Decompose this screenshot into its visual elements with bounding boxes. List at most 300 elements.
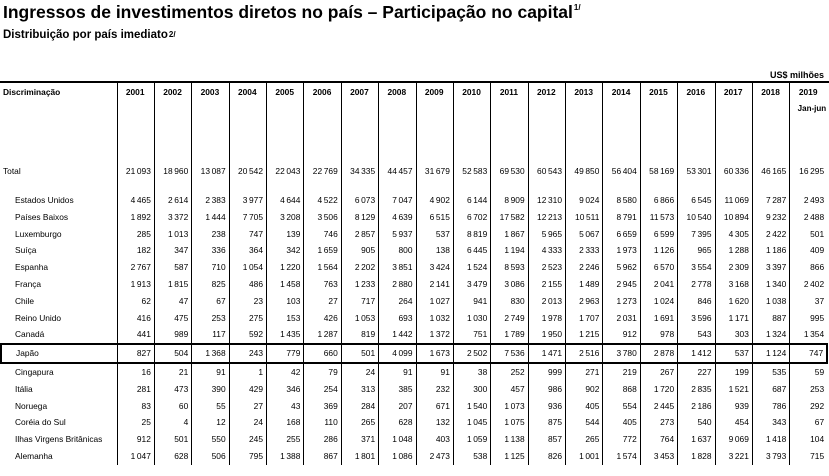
value-cell: 10 894	[715, 209, 752, 226]
value-cell: 2 041	[640, 276, 677, 293]
country-row	[1, 431, 827, 448]
header-year	[267, 83, 304, 159]
value-cell: 265	[341, 414, 378, 431]
value-cell: 1 524	[453, 259, 490, 276]
value-cell: 11 573	[640, 209, 677, 226]
value-cell: 12	[192, 414, 229, 431]
page-title	[3, 2, 581, 23]
year-label: 2009	[424, 87, 444, 97]
value-cell: 264	[379, 293, 416, 310]
value-cell: 1 564	[304, 259, 341, 276]
value-cell: 506	[192, 448, 229, 465]
value-cell: 9 024	[566, 192, 603, 209]
unit-label: US$ milhões	[769, 70, 824, 80]
header-year	[117, 83, 154, 159]
value-cell: 1 053	[341, 310, 378, 327]
value-cell: 2 878	[640, 344, 677, 363]
row-label: Suíça	[15, 245, 37, 256]
value-cell: 544	[566, 414, 603, 431]
value-cell: 6 515	[416, 209, 453, 226]
row-label: França	[15, 278, 42, 289]
value-cell: 772	[603, 431, 640, 448]
country-row	[1, 344, 827, 363]
row-label: Alemanha	[15, 450, 53, 461]
value-cell: 747	[229, 226, 266, 243]
header-year	[566, 83, 603, 159]
value-cell: 1 171	[715, 310, 752, 327]
country-row	[1, 448, 827, 465]
value-cell: 153	[267, 310, 304, 327]
value-cell: 1 059	[453, 431, 490, 448]
value-cell: 830	[491, 293, 528, 310]
year-label: 2016	[686, 87, 706, 97]
value-cell: 7 705	[229, 209, 266, 226]
value-cell: 273	[640, 414, 677, 431]
value-cell: 2 835	[678, 381, 715, 398]
value-cell: 2 778	[678, 276, 715, 293]
row-label: Luxemburgo	[15, 228, 62, 239]
value-cell: 1 892	[117, 209, 154, 226]
value-cell: 16 295	[790, 159, 827, 183]
value-cell: 2 186	[678, 398, 715, 415]
value-cell: 912	[603, 326, 640, 344]
value-cell: 441	[117, 326, 154, 344]
value-cell: 1 913	[117, 276, 154, 293]
value-cell: 501	[790, 226, 827, 243]
value-cell: 110	[304, 414, 341, 431]
spacer-cell	[752, 183, 789, 192]
value-cell: 13 087	[192, 159, 229, 183]
spacer-cell	[715, 183, 752, 192]
value-cell: 587	[154, 259, 191, 276]
value-cell: 2 880	[379, 276, 416, 293]
spacer-cell	[603, 183, 640, 192]
year-label: 2011	[499, 87, 519, 97]
value-cell: 59	[790, 363, 827, 381]
value-cell: 1 125	[491, 448, 528, 465]
value-cell: 369	[304, 398, 341, 415]
value-cell: 21 093	[117, 159, 154, 183]
country-row	[1, 363, 827, 381]
value-cell: 902	[566, 381, 603, 398]
value-cell: 1 354	[790, 326, 827, 344]
header-year	[640, 83, 677, 159]
year-label: 2007	[350, 87, 369, 97]
value-cell: 8 819	[453, 226, 490, 243]
header-discriminacao: Discriminação	[3, 87, 61, 97]
value-cell: 138	[416, 242, 453, 259]
country-row	[1, 192, 827, 209]
value-cell: 275	[229, 310, 266, 327]
value-cell: 12 213	[528, 209, 565, 226]
value-cell: 1 045	[453, 414, 490, 431]
header-year	[379, 83, 416, 159]
value-cell: 747	[790, 344, 827, 363]
year-label: 2014	[611, 87, 631, 97]
value-cell: 779	[267, 344, 304, 363]
value-cell: 56 404	[603, 159, 640, 183]
header-year	[229, 83, 266, 159]
value-cell: 4 902	[416, 192, 453, 209]
value-cell: 6 144	[453, 192, 490, 209]
value-cell: 2 614	[154, 192, 191, 209]
spacer-cell	[341, 183, 378, 192]
value-cell: 3 168	[715, 276, 752, 293]
spacer-cell	[1, 183, 117, 192]
value-cell: 104	[790, 431, 827, 448]
value-cell: 1 086	[379, 448, 416, 465]
value-cell: 710	[192, 259, 229, 276]
spacer-cell	[379, 183, 416, 192]
value-cell: 504	[154, 344, 191, 363]
value-cell: 763	[304, 276, 341, 293]
value-cell: 543	[678, 326, 715, 344]
value-cell: 554	[603, 398, 640, 415]
value-cell: 3 780	[603, 344, 640, 363]
value-cell: 1 233	[341, 276, 378, 293]
value-cell: 1 013	[154, 226, 191, 243]
value-cell: 252	[491, 363, 528, 381]
row-label: Noruega	[15, 400, 48, 411]
value-cell: 540	[678, 414, 715, 431]
value-cell: 1 620	[715, 293, 752, 310]
value-cell: 2 493	[790, 192, 827, 209]
spacer-cell	[192, 183, 229, 192]
investment-table	[0, 83, 828, 465]
value-cell: 1 038	[752, 293, 789, 310]
value-cell: 403	[416, 431, 453, 448]
value-cell: 4 305	[715, 226, 752, 243]
value-cell: 1 220	[267, 259, 304, 276]
value-cell: 405	[566, 398, 603, 415]
value-cell: 1 442	[379, 326, 416, 344]
value-cell: 628	[379, 414, 416, 431]
year-label: 2018	[761, 87, 780, 97]
value-cell: 67	[790, 414, 827, 431]
country-row	[1, 226, 827, 243]
value-cell: 5 962	[603, 259, 640, 276]
value-cell: 999	[528, 363, 565, 381]
value-cell: 538	[453, 448, 490, 465]
country-row	[1, 293, 827, 310]
value-cell: 2 013	[528, 293, 565, 310]
value-cell: 6 570	[640, 259, 677, 276]
value-cell: 2 749	[491, 310, 528, 327]
value-cell: 3 372	[154, 209, 191, 226]
value-cell: 7 047	[379, 192, 416, 209]
value-cell: 7 395	[678, 226, 715, 243]
value-cell: 965	[678, 242, 715, 259]
value-cell: 1 073	[491, 398, 528, 415]
subtitle-footnote-marker: 2/	[168, 30, 176, 39]
spacer-cell	[229, 183, 266, 192]
value-cell: 20 542	[229, 159, 266, 183]
value-cell: 866	[790, 259, 827, 276]
value-cell: 995	[790, 310, 827, 327]
year-label: 2017	[723, 87, 743, 97]
row-label: Japão	[1, 344, 117, 363]
period-note: Jan-jun	[797, 104, 827, 113]
value-cell: 1 637	[678, 431, 715, 448]
value-cell: 6 545	[678, 192, 715, 209]
value-cell: 286	[304, 431, 341, 448]
spacer-cell	[678, 183, 715, 192]
year-label: 2005	[275, 87, 294, 97]
value-cell: 1 048	[379, 431, 416, 448]
value-cell: 868	[603, 381, 640, 398]
value-cell: 426	[304, 310, 341, 327]
value-cell: 303	[715, 326, 752, 344]
value-cell: 989	[154, 326, 191, 344]
row-label: Itália	[15, 383, 33, 394]
value-cell: 27	[229, 398, 266, 415]
value-cell: 1 027	[416, 293, 453, 310]
value-cell: 936	[528, 398, 565, 415]
value-cell: 232	[416, 381, 453, 398]
value-cell: 2 857	[341, 226, 378, 243]
value-cell: 1 126	[640, 242, 677, 259]
value-cell: 25	[117, 414, 154, 431]
value-cell: 49 850	[566, 159, 603, 183]
value-cell: 346	[267, 381, 304, 398]
value-cell: 47	[154, 293, 191, 310]
value-cell: 24	[341, 363, 378, 381]
value-cell: 693	[379, 310, 416, 327]
value-cell: 265	[566, 431, 603, 448]
value-cell: 4 465	[117, 192, 154, 209]
value-cell: 887	[752, 310, 789, 327]
spacer-cell	[117, 183, 154, 192]
country-row	[1, 398, 827, 415]
country-row	[1, 381, 827, 398]
value-cell: 717	[341, 293, 378, 310]
value-cell: 227	[678, 363, 715, 381]
value-cell: 364	[229, 242, 266, 259]
value-cell: 1 324	[752, 326, 789, 344]
value-cell: 46 165	[752, 159, 789, 183]
value-cell: 978	[640, 326, 677, 344]
value-cell: 1 574	[603, 448, 640, 465]
value-cell: 3 506	[304, 209, 341, 226]
year-label: 2004	[237, 87, 257, 97]
value-cell: 457	[491, 381, 528, 398]
value-cell: 9 069	[715, 431, 752, 448]
value-cell: 300	[453, 381, 490, 398]
value-cell: 4 099	[379, 344, 416, 363]
year-label: 2019	[798, 87, 818, 97]
value-cell: 292	[790, 398, 827, 415]
value-cell: 132	[416, 414, 453, 431]
value-cell: 819	[341, 326, 378, 344]
value-cell: 746	[304, 226, 341, 243]
value-cell: 537	[715, 344, 752, 363]
value-cell: 3 977	[229, 192, 266, 209]
value-cell: 1 412	[678, 344, 715, 363]
value-cell: 1 030	[453, 310, 490, 327]
value-cell: 91	[416, 363, 453, 381]
row-label: Cingapura	[15, 366, 54, 377]
row-label: Ilhas Virgens Britânicas	[15, 434, 103, 445]
value-cell: 2 502	[453, 344, 490, 363]
value-cell: 5 067	[566, 226, 603, 243]
value-cell: 751	[453, 326, 490, 344]
value-cell: 11 069	[715, 192, 752, 209]
value-cell: 1 815	[154, 276, 191, 293]
spacer-cell	[267, 183, 304, 192]
value-cell: 342	[267, 242, 304, 259]
value-cell: 343	[752, 414, 789, 431]
value-cell: 58 169	[640, 159, 677, 183]
value-cell: 486	[229, 276, 266, 293]
total-row	[1, 159, 827, 183]
value-cell: 1 047	[117, 448, 154, 465]
year-label: 2002	[163, 87, 182, 97]
value-cell: 409	[790, 242, 827, 259]
value-cell: 62	[117, 293, 154, 310]
value-cell: 24	[229, 414, 266, 431]
value-cell: 826	[528, 448, 565, 465]
value-cell: 1 001	[566, 448, 603, 465]
header-year	[192, 83, 229, 159]
spacer-cell	[453, 183, 490, 192]
row-label: Países Baixos	[15, 211, 69, 222]
value-cell: 4 639	[379, 209, 416, 226]
value-cell: 1 215	[566, 326, 603, 344]
value-cell: 550	[192, 431, 229, 448]
value-cell: 4 522	[304, 192, 341, 209]
value-cell: 53 301	[678, 159, 715, 183]
value-cell: 827	[117, 344, 154, 363]
value-cell: 27	[304, 293, 341, 310]
value-cell: 1	[229, 363, 266, 381]
value-cell: 2 333	[566, 242, 603, 259]
value-cell: 42	[267, 363, 304, 381]
value-cell: 3 554	[678, 259, 715, 276]
header-year	[154, 83, 191, 159]
value-cell: 2 473	[416, 448, 453, 465]
value-cell: 1 435	[267, 326, 304, 344]
year-label: 2013	[574, 87, 593, 97]
value-cell: 800	[379, 242, 416, 259]
value-cell: 52 583	[453, 159, 490, 183]
value-cell: 253	[790, 381, 827, 398]
value-cell: 2 523	[528, 259, 565, 276]
country-row	[1, 414, 827, 431]
value-cell: 3 208	[267, 209, 304, 226]
value-cell: 3 479	[453, 276, 490, 293]
value-cell: 267	[640, 363, 677, 381]
row-label: Reino Unido	[15, 312, 62, 323]
value-cell: 103	[267, 293, 304, 310]
value-cell: 8 909	[491, 192, 528, 209]
value-cell: 117	[192, 326, 229, 344]
value-cell: 473	[154, 381, 191, 398]
header-year	[304, 83, 341, 159]
value-cell: 91	[379, 363, 416, 381]
value-cell: 1 489	[566, 276, 603, 293]
value-cell: 199	[715, 363, 752, 381]
value-cell: 416	[117, 310, 154, 327]
header-year	[603, 83, 640, 159]
value-cell: 12 310	[528, 192, 565, 209]
value-cell: 271	[566, 363, 603, 381]
value-cell: 1 789	[491, 326, 528, 344]
value-cell: 1 521	[715, 381, 752, 398]
value-cell: 2 031	[603, 310, 640, 327]
value-cell: 2 202	[341, 259, 378, 276]
value-cell: 253	[192, 310, 229, 327]
value-cell: 1 720	[640, 381, 677, 398]
value-cell: 16	[117, 363, 154, 381]
value-cell: 1 973	[603, 242, 640, 259]
year-label: 2008	[387, 87, 407, 97]
value-cell: 501	[341, 344, 378, 363]
country-row	[1, 209, 827, 226]
value-cell: 347	[154, 242, 191, 259]
value-cell: 5 965	[528, 226, 565, 243]
value-cell: 385	[379, 381, 416, 398]
value-cell: 2 309	[715, 259, 752, 276]
value-cell: 1 368	[192, 344, 229, 363]
value-cell: 671	[416, 398, 453, 415]
value-cell: 857	[528, 431, 565, 448]
value-cell: 3 851	[379, 259, 416, 276]
value-cell: 1 273	[603, 293, 640, 310]
value-cell: 255	[267, 431, 304, 448]
value-cell: 55	[192, 398, 229, 415]
value-cell: 2 155	[528, 276, 565, 293]
spacer-cell	[528, 183, 565, 192]
value-cell: 79	[304, 363, 341, 381]
value-cell: 60 336	[715, 159, 752, 183]
year-label: 2012	[536, 87, 556, 97]
value-cell: 2 246	[566, 259, 603, 276]
value-cell: 4	[154, 414, 191, 431]
value-cell: 390	[192, 381, 229, 398]
value-cell: 535	[752, 363, 789, 381]
row-label: Espanha	[15, 262, 49, 273]
value-cell: 4 644	[267, 192, 304, 209]
value-cell: 1 388	[267, 448, 304, 465]
row-label: Estados Unidos	[15, 195, 74, 205]
value-cell: 1 978	[528, 310, 565, 327]
value-cell: 537	[416, 226, 453, 243]
row-label: Canadá	[15, 329, 45, 340]
value-cell: 6 702	[453, 209, 490, 226]
table-header-row	[1, 83, 827, 159]
value-cell: 60 543	[528, 159, 565, 183]
header-year	[341, 83, 378, 159]
value-cell: 7 287	[752, 192, 789, 209]
value-cell: 1 673	[416, 344, 453, 363]
value-cell: 8 593	[491, 259, 528, 276]
country-row	[1, 259, 827, 276]
spacer-cell	[304, 183, 341, 192]
value-cell: 43	[267, 398, 304, 415]
spacer-cell	[566, 183, 603, 192]
value-cell: 939	[715, 398, 752, 415]
value-cell: 846	[678, 293, 715, 310]
value-cell: 825	[192, 276, 229, 293]
value-cell: 1 054	[229, 259, 266, 276]
value-cell: 1 340	[752, 276, 789, 293]
title-footnote-marker: 1/	[573, 3, 581, 12]
value-cell: 1 828	[678, 448, 715, 465]
year-label: 2001	[125, 87, 145, 97]
value-cell: 2 141	[416, 276, 453, 293]
value-cell: 2 488	[790, 209, 827, 226]
country-row	[1, 326, 827, 344]
